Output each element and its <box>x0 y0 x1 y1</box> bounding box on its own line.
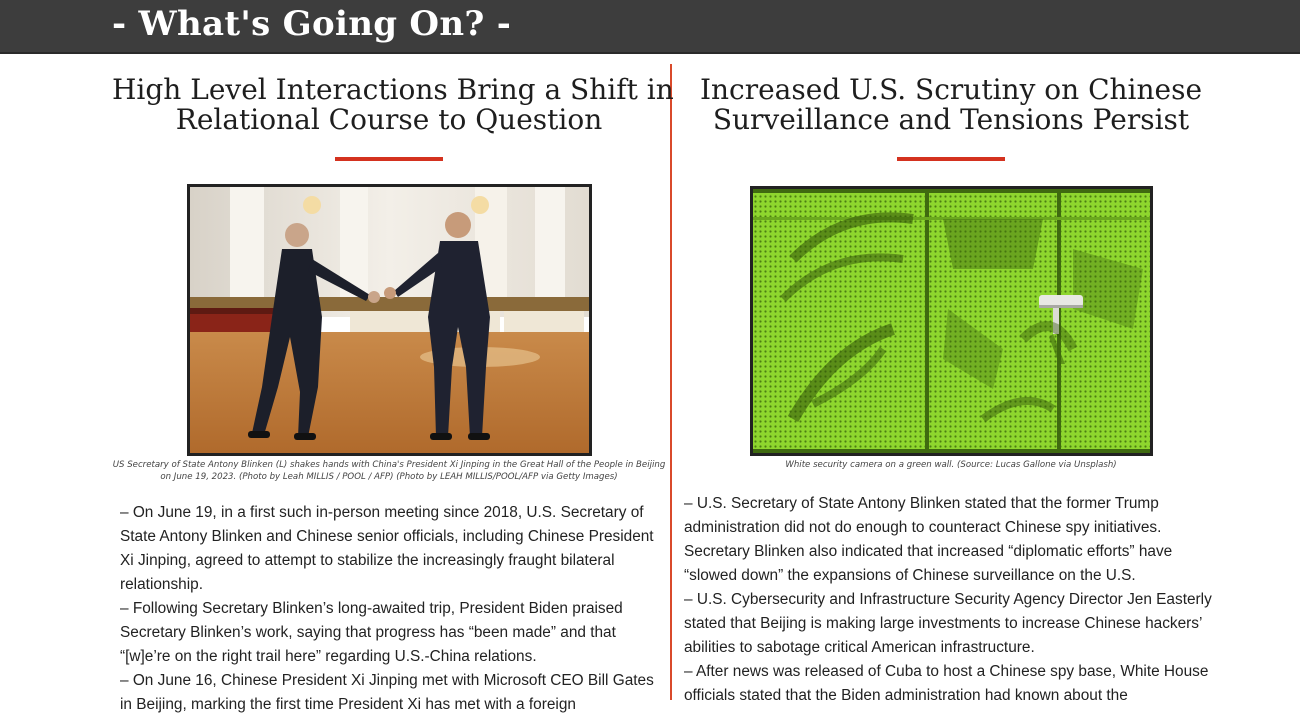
right-paragraph-2: – U.S. Cybersecurity and Infrastructure Security Agency Director Jen Easterly stated that Beijing is making large investments to increase Chinese hackers’ abilities to sabotage critical American infrastructure. <box>684 591 1212 656</box>
left-paragraph-2: – Following Secretary Blinken’s long-awaited trip, President Biden praised Secretary Blinken’s work, saying that progress has “been made” and that “[w]e’re on the right trail here” regarding U.S.-China relations. <box>120 600 623 665</box>
right-paragraph-1: – U.S. Secretary of State Antony Blinken stated that the former Trump administration did not do enough to counteract Chinese spy initiatives. Secretary Blinken also indicated that increased “diplomatic efforts” have “slowed down” the expansions of Chinese surveillance on the U.S. <box>684 495 1173 584</box>
right-paragraph-3: – After news was released of Cuba to host a Chinese spy base, White House officials stated that the Biden administration had known about the <box>684 663 1209 704</box>
column-divider <box>670 64 672 700</box>
right-article-body <box>676 492 1226 708</box>
left-headline-line1: High Level Interactions Bring a Shift in <box>112 73 674 106</box>
left-headline-line2: Relational Course to Question <box>175 103 603 136</box>
right-article <box>676 54 1226 708</box>
right-headline <box>676 75 1226 135</box>
banner-title: - What's Going On? - <box>112 4 512 44</box>
left-paragraph-3: – On June 16, Chinese President Xi Jinping met with Microsoft CEO Bill Gates in Beijing, marking the first time President Xi has met with a foreign <box>120 672 654 713</box>
right-headline-line2: Surveillance and Tensions Persist <box>712 103 1190 136</box>
left-article-photo <box>187 184 592 456</box>
security-camera-photo-illustration <box>753 189 1150 453</box>
left-paragraph-1: – On June 19, in a first such in-person meeting since 2018, U.S. Secretary of State Antony Blinken and Chinese senior officials, including Chinese President Xi Jinping, agreed to attempt to stabilize the increasingly fraught bilateral relationship. <box>120 504 654 593</box>
handshake-photo-illustration <box>190 187 589 453</box>
right-article-photo <box>750 186 1153 456</box>
right-headline-rule <box>897 157 1005 161</box>
left-article <box>112 54 674 717</box>
left-article-body <box>112 501 666 717</box>
left-headline <box>112 73 674 136</box>
right-photo-caption: White security camera on a green wall. (Source: Lucas Gallone via Unsplash) <box>785 460 1117 470</box>
left-headline-rule <box>335 157 443 161</box>
header-banner <box>0 0 1300 54</box>
right-headline-line1: Increased U.S. Scrutiny on Chinese <box>699 73 1203 106</box>
left-photo-caption: US Secretary of State Antony Blinken (L) shakes hands with China's President Xi Jinping in the Great Hall of the People in Beijing on June 19, 2023. (Photo by Leah MILLIS / POOL / AFP) (Photo by LEAH MILLIS/POOL/AFP via Getty Images) <box>112 460 666 482</box>
